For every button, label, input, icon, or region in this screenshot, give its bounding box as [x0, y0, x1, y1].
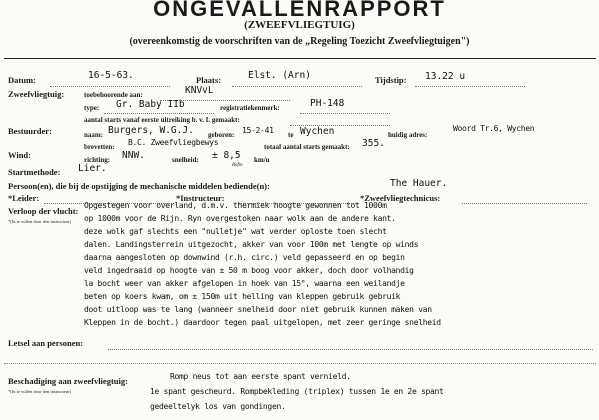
start-method-value: Lier.: [78, 163, 107, 174]
wind-speed-unit: km/u: [254, 156, 270, 164]
injuries-divider: [4, 363, 596, 364]
flight-line-1: Opgestegen voor overland, d.m.v. thermiek hoogte gewonnen tot 1000m: [84, 201, 387, 210]
flight-instructor-note: *(In te vullen door den instructeur): [8, 219, 72, 224]
time-fill-line: [415, 86, 525, 87]
injuries-label: Letsel aan personen:: [8, 338, 84, 348]
flight-line-4: dalen. Landingsterrein uitgezocht, akker van voor 100m met lengte op winds: [84, 240, 419, 249]
pilot-section-label: Bestuurder:: [8, 126, 52, 136]
wind-section-label: Wind:: [8, 150, 31, 160]
pilot-name-label: naam:: [84, 131, 104, 139]
technician-label: *Zweefvliegtechnicus:: [360, 193, 441, 203]
report-title: ONGEVALLENRAPPORT: [153, 0, 446, 21]
technician-fill-line: [462, 203, 587, 204]
pilot-name-value: Burgers, W.G.J.: [108, 125, 194, 136]
place-fill-line: [232, 86, 362, 87]
born-value: 15-2-41: [242, 126, 274, 135]
flight-line-8: beten op koers kwam, om ± 150m uit helling van kleppen gebruik gebruik: [84, 292, 401, 301]
damage-label: Beschadiging aan zweefvliegtuig:: [8, 376, 128, 386]
operators-label: Persoon(en), die bij de opstijging de mechanische middelen bediende(n):: [8, 181, 270, 191]
date-label: Datum:: [8, 75, 36, 85]
place-label: Plaats:: [196, 75, 222, 85]
born-label: geboren:: [208, 131, 235, 139]
time-label: Tijdstip:: [375, 75, 407, 85]
regulation-note: (overeenkomstig de voorschriften van de „Regeling Toezicht Zweefvliegtuigen"): [129, 36, 470, 47]
header-divider: [4, 58, 596, 59]
damage-line-2: 1e spant gescheurd. Rompbekleding (triplex) tussen 1e en 2e spant: [150, 387, 444, 396]
registration-value: PH-148: [310, 98, 345, 109]
leader-label: *Leider:: [8, 193, 40, 203]
wind-speed-label: snelheid:: [172, 156, 199, 164]
type-value: Gr. Baby IIb: [116, 99, 185, 110]
wind-speed-note: Rnfm: [232, 163, 243, 168]
start-method-label: Startmethode:: [8, 167, 61, 177]
flight-line-10: Kleppen in de bocht.) daardoor tegen paal uitgelopen, met zeer geringe snelheid: [84, 318, 441, 327]
type-label: type:: [84, 104, 100, 112]
registration-label: registratiekenmerk:: [220, 104, 280, 112]
total-starts-label: totaal aantal starts gemaakt:: [264, 143, 350, 151]
owner-label: toebehoorende aan:: [84, 91, 143, 99]
license-label: brevetten:: [84, 143, 115, 151]
wind-direction-label: richting:: [84, 156, 111, 164]
time-value: 13.22 u: [425, 71, 466, 82]
wind-speed-value: ± 8,5: [212, 150, 241, 161]
total-starts-value: 355.: [362, 138, 385, 149]
license-value: B.C. Zweefvliegbewys: [128, 138, 219, 147]
injuries-fill-line: [108, 349, 593, 350]
flight-line-5: daarna aangesloten op downwind (r.h. circ.) veld gepasseerd en op begin: [84, 253, 405, 262]
damage-line-3: gedeeltelyk los van gondingen.: [150, 402, 286, 411]
date-value: 16-5-63.: [88, 70, 134, 81]
place-value: Elst. (Arn): [248, 70, 311, 81]
flight-section-label: Verloop der vlucht:: [8, 206, 79, 216]
flight-line-3: deze wolk gaf slechts een "nulletje" wat verder oploste toen slecht: [84, 227, 387, 236]
damage-instructor-note: *(In te vullen door den instructeur): [8, 389, 72, 394]
instructor-label: *Instructeur:: [176, 193, 225, 203]
operators-value: The Hauer.: [390, 178, 448, 189]
address-label: huidig adres:: [388, 131, 428, 139]
wind-direction-value: NNW.: [122, 150, 145, 161]
flight-line-7: la bocht weer van akker afgelopen in hoek van 15°, waarna een weilandje: [84, 279, 405, 288]
type-fill-line: [104, 113, 214, 114]
registration-fill-line: [300, 113, 390, 114]
born-place-label: te: [288, 131, 294, 139]
glider-starts-label: aantal starts vanaf eerste uitreiking b. v. L gemaakt:: [84, 116, 240, 124]
date-fill-line: [50, 86, 170, 87]
report-subtitle: (ZWEEFVLIEGTUIG): [244, 19, 355, 31]
flight-line-2: op 1000m voor de Rijn. Ryn overgestoken naar wolk aan de andere kant.: [84, 214, 396, 223]
address-value: Woord Tr.6, Wychen: [453, 124, 535, 133]
flight-line-9: doot uitloop was te lang (wanneer snelheid door niet gebruik kunnen maken van: [84, 305, 432, 314]
born-place-value: Wychen: [300, 126, 335, 137]
glider-section-label: Zweefvliegtuig:: [8, 89, 65, 99]
owner-value: KNVvL: [185, 85, 214, 96]
flight-line-6: veld ingedraaid op hoogte van ± 50 m boog voor akker, doch door volhandig: [84, 266, 414, 275]
damage-line-1: Romp neus tot aan eerste spant vernield.: [170, 372, 351, 381]
